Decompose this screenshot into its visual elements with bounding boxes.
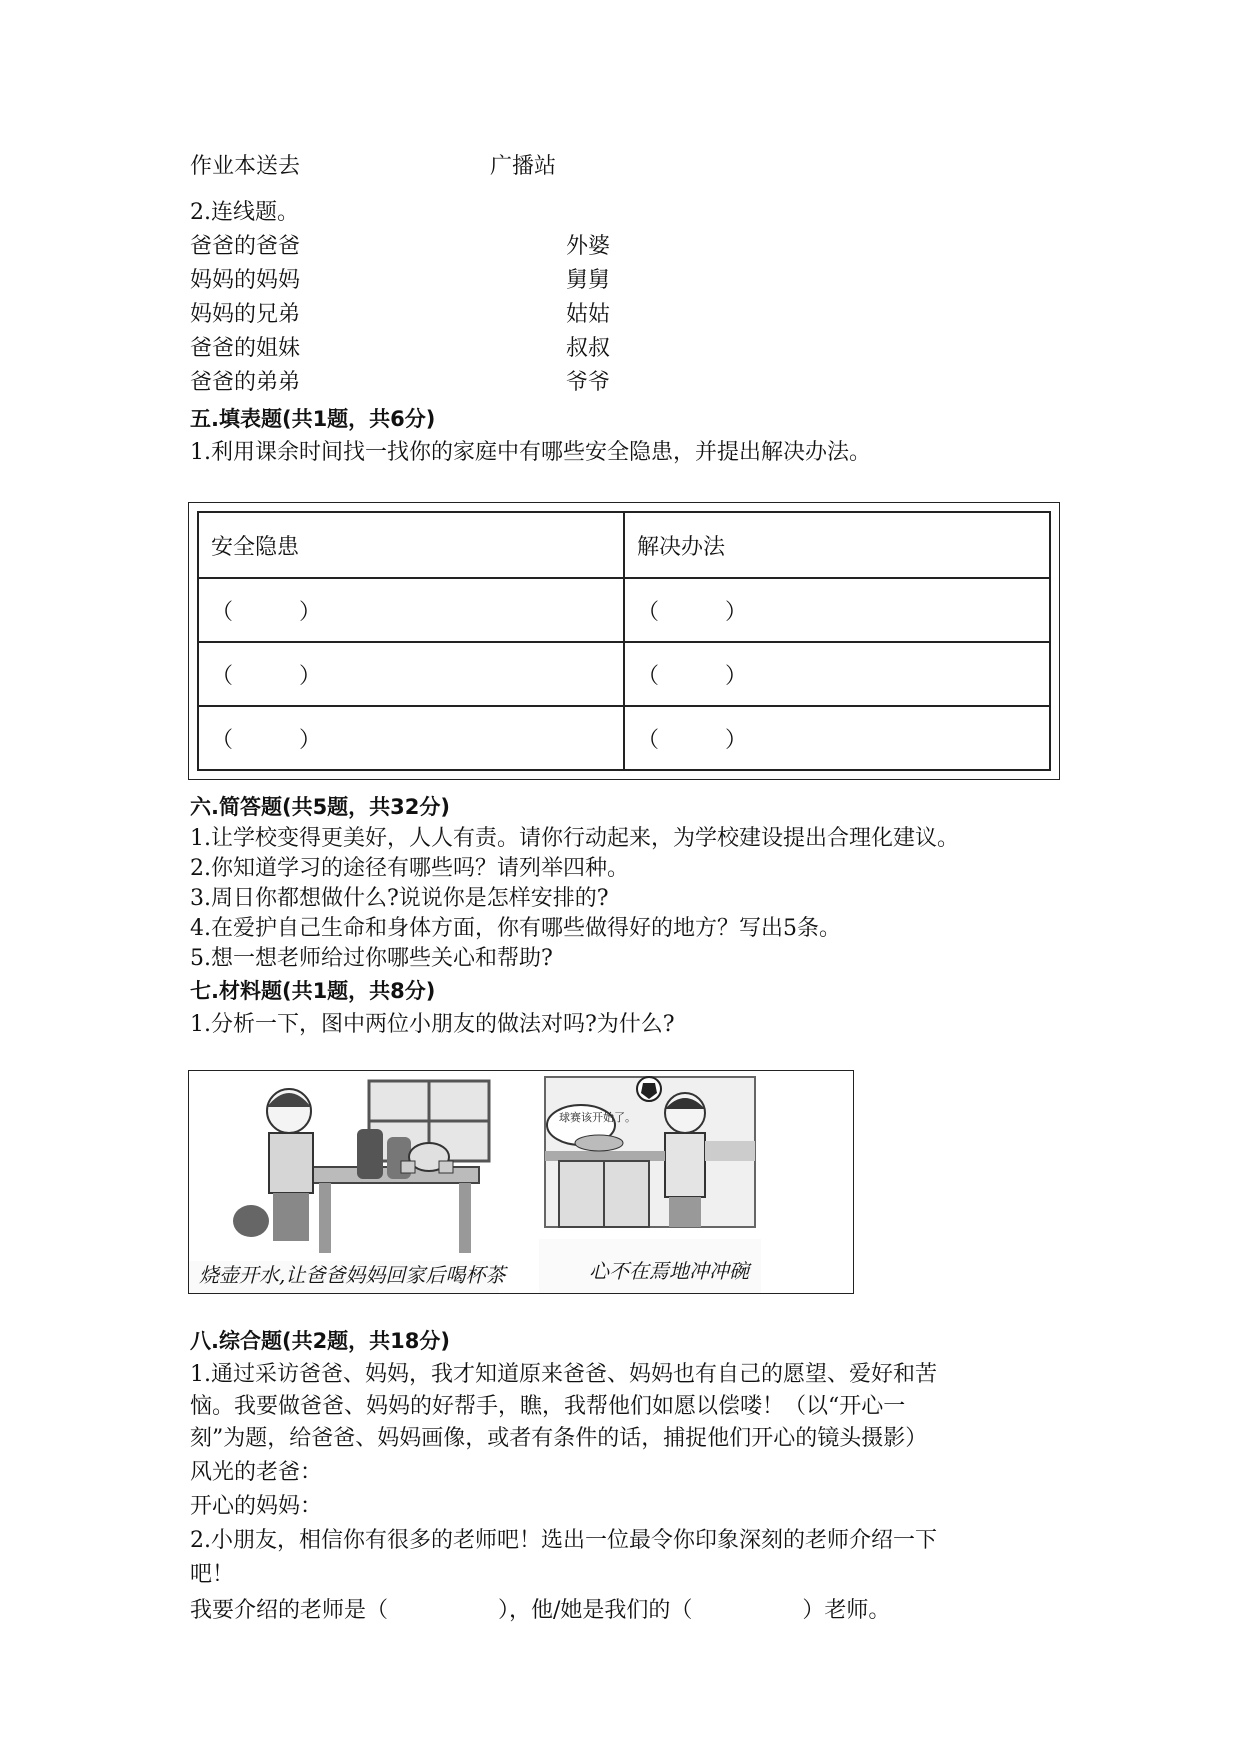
table-header: 解决办法 [624,512,1050,578]
section5-question: 1.利用课余时间找一找你的家庭中有哪些安全隐患，并提出解决办法。 [190,440,871,465]
section6-question: 5.想一想老师给过你哪些关心和帮助? [190,946,553,971]
section8-question2-fill: 我要介绍的老师是（ ），他/她是我们的（ ）老师。 [190,1598,891,1623]
section8-question2-line: 吧！ [190,1562,235,1587]
section8-question1-line: 刻”为题，给爸爸、妈妈画像，或者有条件的话，捕捉他们开心的镜头摄影） [190,1426,928,1451]
table-cell[interactable]: （ ） [624,706,1050,770]
matching-left-item: 爸爸的姐妹 [190,336,301,361]
table-row [198,642,1050,706]
matching-left-item: 妈妈的兄弟 [190,302,301,327]
section7-heading: 七.材料题(共1题，共8分) [190,979,436,1003]
right-caption: 心不在焉地冲冲碗 [589,1259,749,1283]
table-row [198,706,1050,770]
section6-question: 3.周日你都想做什么?说说你是怎样安排的? [190,886,609,911]
matching-left-item: 爸爸的爸爸 [190,234,301,259]
section8-question1-line: 恼。我要做爸爸、妈妈的好帮手，瞧，我帮他们如愿以偿喽！（以“开心一 [190,1394,906,1419]
material-picture [188,1070,854,1294]
dad-label: 风光的老爸： [190,1460,323,1485]
section8-heading: 八.综合题(共2题，共18分) [190,1329,451,1353]
matching-right-item: 爷爷 [566,370,611,395]
prev-question-left: 作业本送去 [190,154,301,179]
mom-label: 开心的妈妈： [190,1494,323,1519]
section6-question: 4.在爱护自己生命和身体方面，你有哪些做得好的地方？写出5条。 [190,916,841,941]
matching-right-item: 姑姑 [566,302,611,327]
table-cell[interactable]: （ ） [624,578,1050,642]
matching-left-item: 妈妈的妈妈 [190,268,301,293]
section8-question1-line: 1.通过采访爸爸、妈妈，我才知道原来爸爸、妈妈也有自己的愿望、爱好和苦 [190,1362,937,1387]
section6-heading: 六.简答题(共5题，共32分) [190,795,451,819]
table-cell[interactable]: （ ） [198,642,624,706]
prev-question-right: 广播站 [490,154,557,179]
section5-heading: 五.填表题(共1题，共6分) [190,407,436,431]
table-cell[interactable]: （ ） [624,642,1050,706]
table-cell[interactable]: （ ） [198,706,624,770]
matching-right-item: 舅舅 [566,268,611,293]
matching-title: 2.连线题。 [190,200,299,225]
safety-table [188,502,1060,780]
section8-question2-line: 2.小朋友，相信你有很多的老师吧！选出一位最令你印象深刻的老师介绍一下 [190,1528,937,1553]
matching-right-item: 外婆 [566,234,611,259]
section6-question: 2.你知道学习的途径有哪些吗？请列举四种。 [190,856,629,881]
table-cell[interactable]: （ ） [198,578,624,642]
matching-right-item: 叔叔 [566,336,611,361]
left-caption: 烧壶开水,让爸爸妈妈回家后喝杯茶 [199,1263,506,1287]
speech-bubble-text: 球赛该开始了。 [559,1111,636,1124]
section6-question: 1.让学校变得更美好，人人有责。请你行动起来，为学校建设提出合理化建议。 [190,826,959,851]
table-header: 安全隐患 [198,512,624,578]
matching-left-item: 爸爸的弟弟 [190,370,301,395]
section7-question: 1.分析一下，图中两位小朋友的做法对吗?为什么? [190,1012,675,1037]
table-row [198,578,1050,642]
